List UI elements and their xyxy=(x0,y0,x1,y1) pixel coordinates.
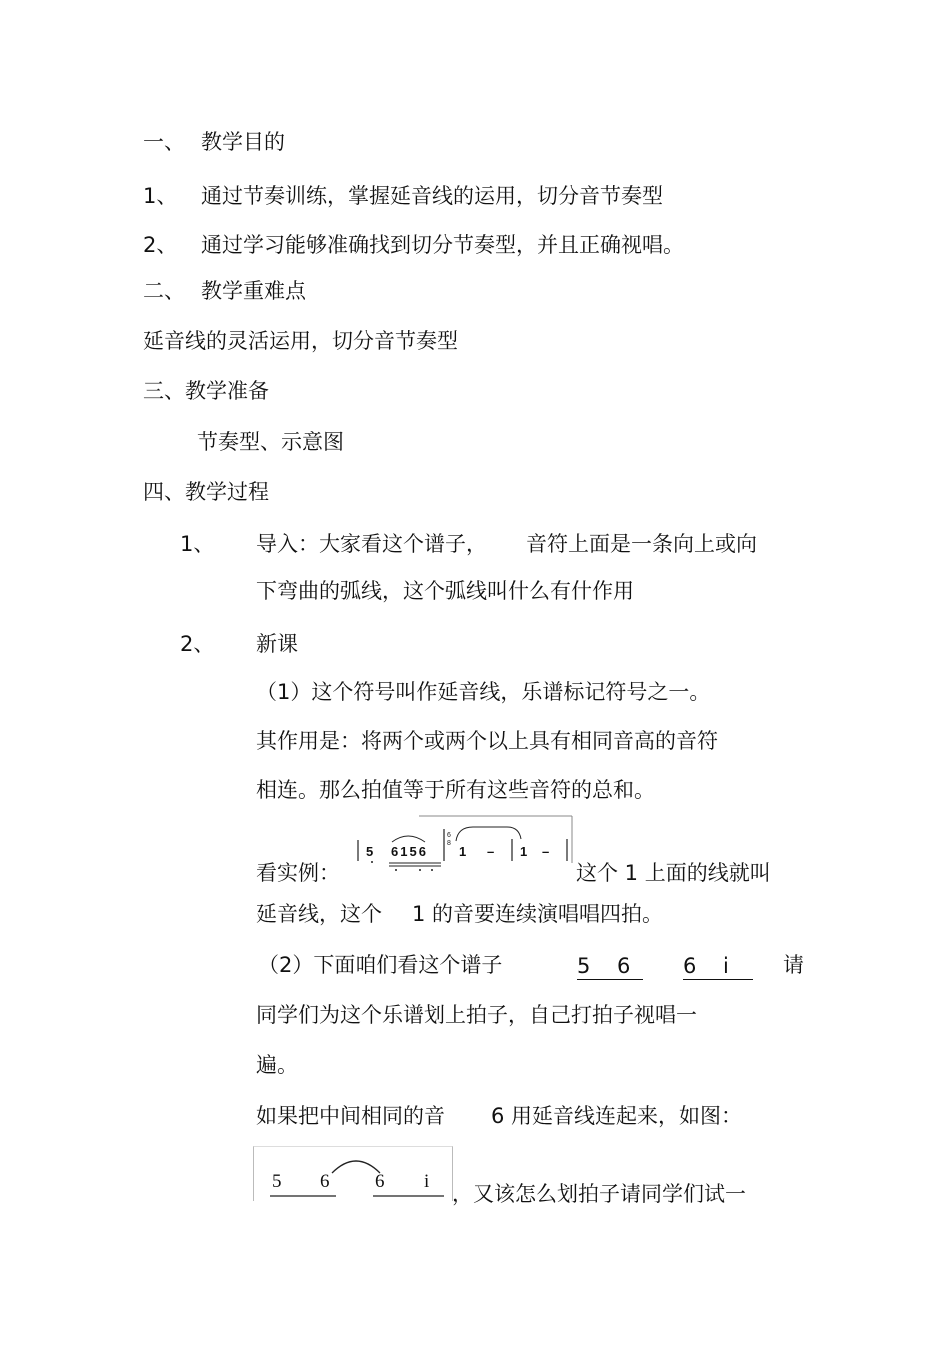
section2-heading: 教学重难点 xyxy=(201,279,306,303)
example-label: 看实例： xyxy=(256,861,340,885)
paragraph3-after: 请 xyxy=(783,953,804,977)
score-note-1b: 1 xyxy=(520,844,528,859)
step1-line1: 导入：大家看这个谱子， xyxy=(256,532,487,556)
svg-text:8: 8 xyxy=(447,840,451,847)
example-after-text: 这个 1 上面的线就叫 xyxy=(576,861,771,885)
notes-6-i: 6 i xyxy=(683,953,753,980)
svg-text:6: 6 xyxy=(447,832,451,839)
score-dash-2: – xyxy=(542,844,550,859)
paragraph4-after: ，又该怎么划拍子请同学们试一 xyxy=(452,1182,746,1206)
paragraph3-line3: 遍。 xyxy=(256,1053,298,1077)
section3-heading: 三、教学准备 xyxy=(143,379,269,403)
section1-heading-number: 一、 xyxy=(143,130,185,154)
score-tie-svg xyxy=(254,1147,452,1201)
paragraph4-a: 如果把中间相同的音 xyxy=(256,1104,445,1128)
tie-note-6a: 6 xyxy=(320,1171,330,1192)
section2-body: 延音线的灵活运用，切分音节奏型 xyxy=(143,329,458,353)
paragraph3-line2: 同学们为这个乐谱划上拍子，自己打拍子视唱一 xyxy=(256,1003,697,1027)
example-line2b: 1 的音要连续演唱唱四拍。 xyxy=(412,902,664,926)
step2-number: 2、 xyxy=(180,632,215,656)
score-note-1a: 1 xyxy=(459,844,467,859)
step1-number: 1、 xyxy=(180,532,215,556)
score-example-tie xyxy=(355,815,573,882)
paragraph3-label: （2）下面咱们看这个谱子 xyxy=(258,953,503,977)
objective-1-text: 通过节奏训练，掌握延音线的运用，切分音节奏型 xyxy=(201,184,663,208)
example-line2a: 延音线，这个 xyxy=(256,902,382,926)
section2-heading-number: 二、 xyxy=(143,279,185,303)
paragraph4-b: 6 用延音线连起来，如图： xyxy=(491,1104,743,1128)
tie-note-5: 5 xyxy=(272,1171,282,1192)
section3-body: 节奏型、示意图 xyxy=(197,430,344,454)
notes-5-6: 5 6 xyxy=(577,953,643,980)
tie-note-6b: 6 xyxy=(375,1171,385,1192)
objective-2-text: 通过学习能够准确找到切分节奏型，并且正确视唱。 xyxy=(201,233,684,257)
step2-title: 新课 xyxy=(256,632,298,656)
score-tie-figure xyxy=(253,1146,453,1201)
step2-paragraph2a: 其作用是：将两个或两个以上具有相同音高的音符 xyxy=(256,729,718,753)
section1-heading: 教学目的 xyxy=(201,130,285,154)
step2-paragraph1: （1）这个符号叫作延音线，乐谱标记符号之一。 xyxy=(256,680,711,704)
score-note-group: 6156 xyxy=(391,844,428,859)
step1-line2: 下弯曲的弧线，这个弧线叫什么有什作用 xyxy=(256,579,634,603)
objective-2-number: 2、 xyxy=(143,233,178,257)
score-note-5: 5 xyxy=(366,844,374,859)
step2-paragraph2b: 相连。那么拍值等于所有这些音符的总和。 xyxy=(256,778,655,802)
score-dash-1: – xyxy=(487,844,495,859)
tie-note-i: i xyxy=(424,1171,430,1192)
section4-heading: 四、教学过程 xyxy=(143,480,269,504)
step1-line1b: 音符上面是一条向上或向 xyxy=(526,532,757,556)
objective-1-number: 1、 xyxy=(143,184,178,208)
